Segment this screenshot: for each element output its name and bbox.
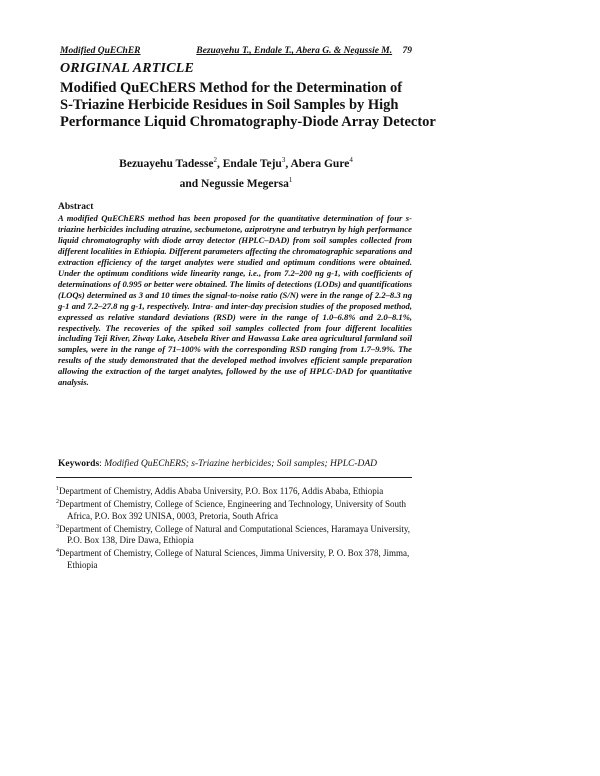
affiliation-item [56, 546, 420, 571]
running-header-journal: Modified QuEChER [60, 46, 141, 56]
title-line: S-Triazine Herbicide Residues in Soil Samples by High [60, 97, 399, 113]
author-name: Endale Teju [222, 157, 282, 170]
abstract-heading: Abstract [58, 202, 94, 212]
running-header-authors: Bezuayehu T., Endale T., Abera G. & Negussie M. [196, 46, 393, 56]
footnote-divider [56, 477, 412, 478]
title-line: Modified QuEChERS Method for the Determination of [60, 80, 403, 96]
affiliation-marker: 1 [56, 486, 59, 492]
author-name: Abera Gure [290, 157, 350, 170]
affiliation-item [56, 484, 420, 497]
paper-title [60, 80, 436, 131]
abstract-body: A modified QuEChERS method has been proposed for the quantitative determination of four s-triazine herbicides including atrazine, secbumetone, aziprotryne and terbutryn by high performance liquid chromatography with diode array detector (HPLC–DAD) from soil samples collected from different localities in Ethiopia. Different parameters affecting the chromatographic separations and extraction efficiency of the target analytes were studied and optimum conditions were obtained. Under the optimum conditions wide linearity range, i.e., from 7.2–200 ng g-1, with coefficients of determinations of 0.995 or better were obtained. The limits of detections (LODs) and quantifications (LOQs) determined as 3 and 10 times the signal-to-noise ratio (S/N) were in the range of 2.2–8.3 ng g-1 and 7.2–27.8 ng g-1, respectively. Intra- and inter-day precision studies of the proposed method, expressed as relative standard deviations (RSD) were in the range of 1.0–6.8% and 2.0–8.1%, respectively. The recoveries of the spiked soil samples collected from four different localities including Teji River, Ziway Lake, Atsebela River and Hawassa Lake area agricultural farmland soil samples, were in the range of 71–100% with the corresponding RSD ranging from 1.7–9.9%. The results of the study demonstrated that the developed method involves efficient sample preparation allowing the extraction of the target analytes, followed by the use of HPLC-DAD for quantitative analysis. [58, 213, 413, 388]
author-name: and Negussie Megersa [179, 177, 289, 190]
running-header [60, 46, 412, 56]
title-line: Performance Liquid Chromatography-Diode Array Detector [60, 114, 436, 130]
author-affil-marker: 2 [213, 156, 217, 164]
keywords-label: Keywords [58, 459, 100, 469]
affiliation-marker: 3 [56, 523, 59, 530]
affiliation-marker: 2 [56, 499, 59, 506]
author-affil-marker: 3 [281, 156, 286, 164]
affiliation-marker: 4 [56, 548, 59, 555]
affiliations [56, 484, 420, 571]
author-affil-marker: 4 [349, 156, 353, 164]
article-type-label: ORIGINAL ARTICLE [60, 61, 195, 76]
page-number: 79 [402, 46, 412, 56]
affiliation-text: Department of Chemistry, College of Natural Sciences, Jimma University, P. O. Box 378, Jimma, Ethiopia [59, 548, 410, 570]
affiliation-text: Department of Chemistry, Addis Ababa University, P.O. Box 1176, Addis Ababa, Ethiopia [59, 486, 384, 496]
keywords-line: Keywords: Modified QuEChERS; s-Triazine herbicides; Soil samples; HPLC-DAD [58, 459, 378, 469]
author-name: Bezuayehu Tadesse [119, 157, 214, 170]
affiliation-text: Department of Chemistry, College of Science, Engineering and Technology, University of South Africa, P.O. Box 392 UNISA, 0003, Pretoria, South Africa [59, 499, 406, 521]
author-separator: , [285, 157, 291, 170]
author-separator: , [216, 157, 223, 170]
author-list [60, 152, 412, 192]
affiliation-item [56, 522, 420, 547]
affiliation-item [56, 497, 420, 522]
keywords-text: Modified QuEChERS; s-Triazine herbicides; Soil samples; HPLC-DAD [104, 459, 378, 469]
affiliation-text: Department of Chemistry, College of Natural and Computational Sciences, Haramaya University, P.O. Box 138, Dire Dawa, Ethiopia [59, 523, 410, 546]
author-affil-marker: 1 [288, 175, 293, 184]
